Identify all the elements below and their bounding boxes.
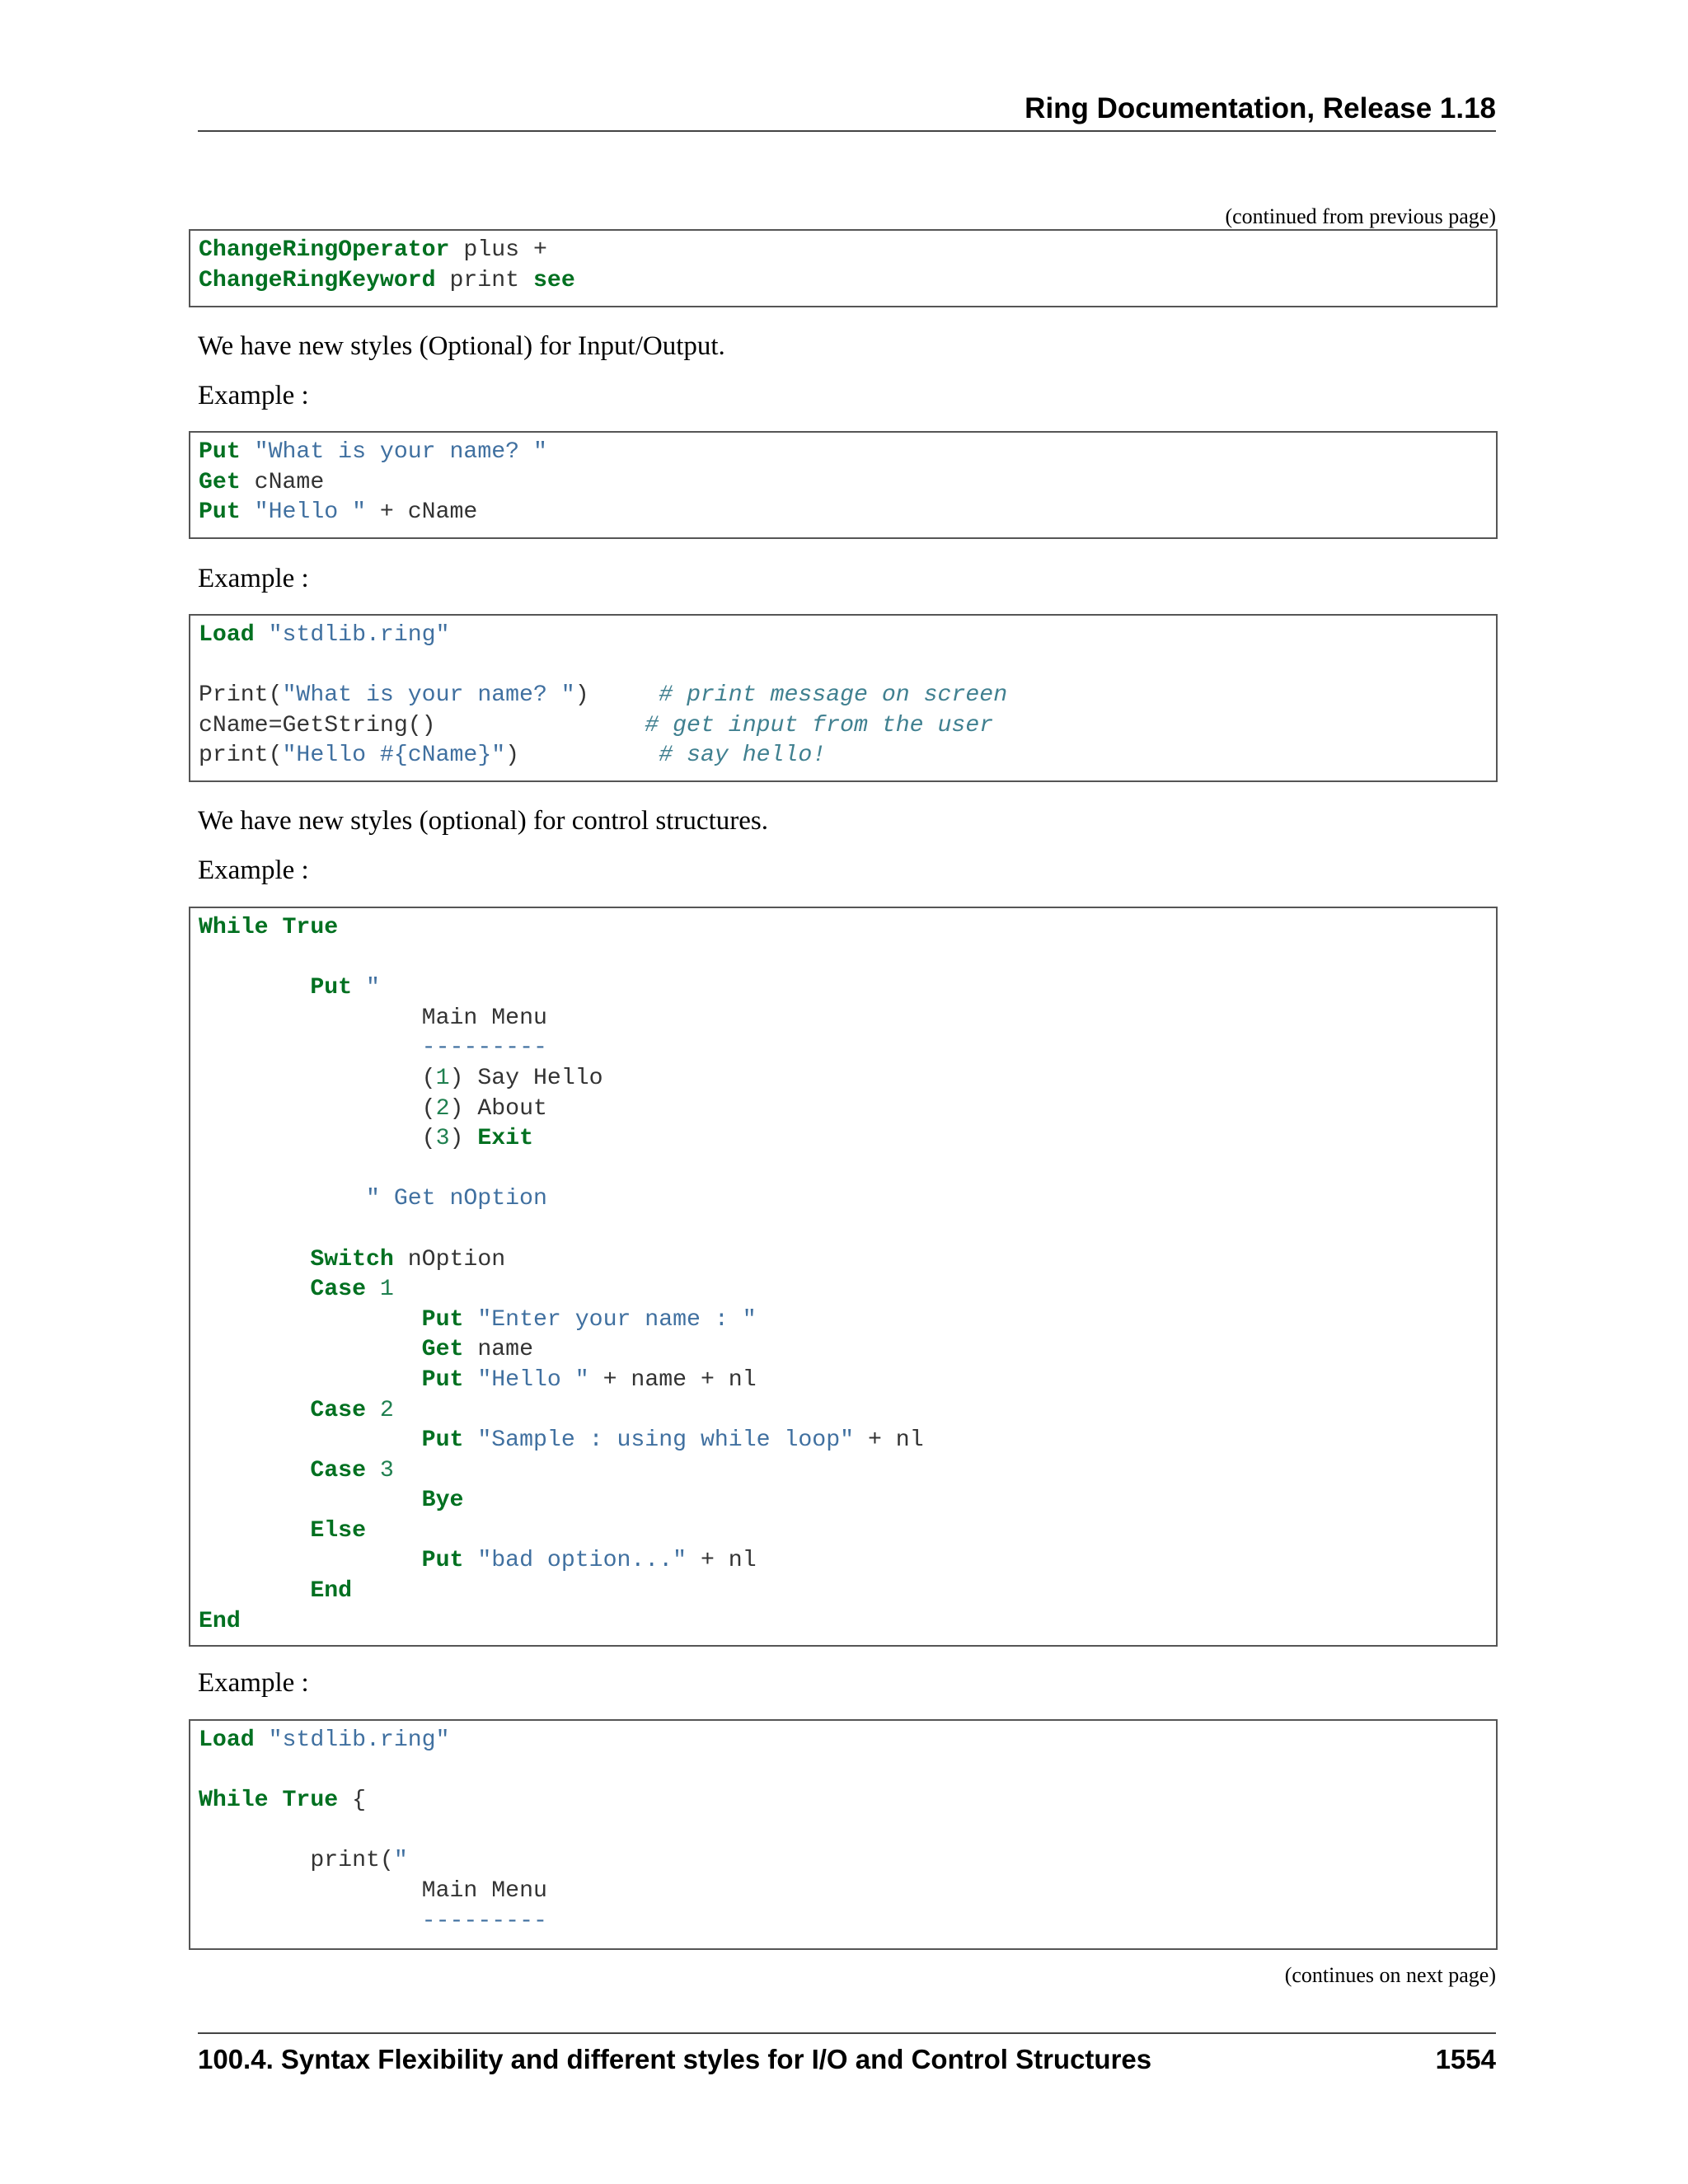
- continued-from-previous: (continued from previous page): [1225, 204, 1496, 228]
- page-number: 1554: [1435, 2044, 1496, 2074]
- code-keyword: ChangeRingOperator: [199, 237, 450, 263]
- section-title: 100.4. Syntax Flexibility and different styles for I/O and Control Structures: [198, 2044, 1152, 2074]
- paragraph-io-styles: We have new styles (Optional) for Input/Output.: [198, 331, 725, 361]
- code-text: cName: [240, 469, 325, 495]
- paragraph-control-styles: We have new styles (optional) for control structures.: [198, 806, 768, 836]
- code-string: "What is your name? ": [254, 439, 547, 465]
- example-label: Example :: [198, 381, 309, 410]
- page-header: [198, 92, 1496, 132]
- code-keyword: Put: [199, 439, 241, 465]
- page-footer: [198, 2032, 1496, 2075]
- example-label: Example :: [198, 855, 309, 885]
- code-comment: # say hello!: [659, 743, 827, 769]
- code-block-4: While True Put " Main Menu --------- (1) Say Hello (2) About (3) Exit " Get nOption Switch nOption Case 1 Put "Enter your name : " Get name Put "Hello " + name + nl Case 2 Put "Sample : using while loop" + nl Case 3 Bye Else Put "bad option..." + nl End End: [189, 907, 1498, 1647]
- code-keyword: see: [532, 267, 575, 293]
- code-keyword: Get: [199, 469, 241, 495]
- code-keyword: Put: [199, 499, 241, 526]
- example-label: Example :: [198, 564, 309, 593]
- code-text: + cName: [366, 499, 478, 526]
- code-block-3: Load "stdlib.ring" Print("What is your name? ") # print message on screen cName=GetString() # get input from the user print("Hello #{cName}") # say hello!: [189, 614, 1498, 782]
- code-comment: # print message on screen: [659, 682, 1008, 709]
- document-title: Ring Documentation, Release 1.18: [1025, 92, 1496, 124]
- continues-on-next: (continues on next page): [1284, 1963, 1496, 1987]
- code-block-1: [189, 229, 1498, 307]
- example-label: Example :: [198, 1668, 309, 1698]
- code-text: plus +: [449, 237, 547, 263]
- code-string: "Hello ": [254, 499, 366, 526]
- code-block-2: [189, 431, 1498, 539]
- code-text: print: [435, 267, 533, 293]
- code-keyword: ChangeRingKeyword: [199, 267, 436, 293]
- code-block-5: Load "stdlib.ring" While True { print(" Main Menu ---------: [189, 1719, 1498, 1950]
- code-comment: # get input from the user: [645, 712, 994, 738]
